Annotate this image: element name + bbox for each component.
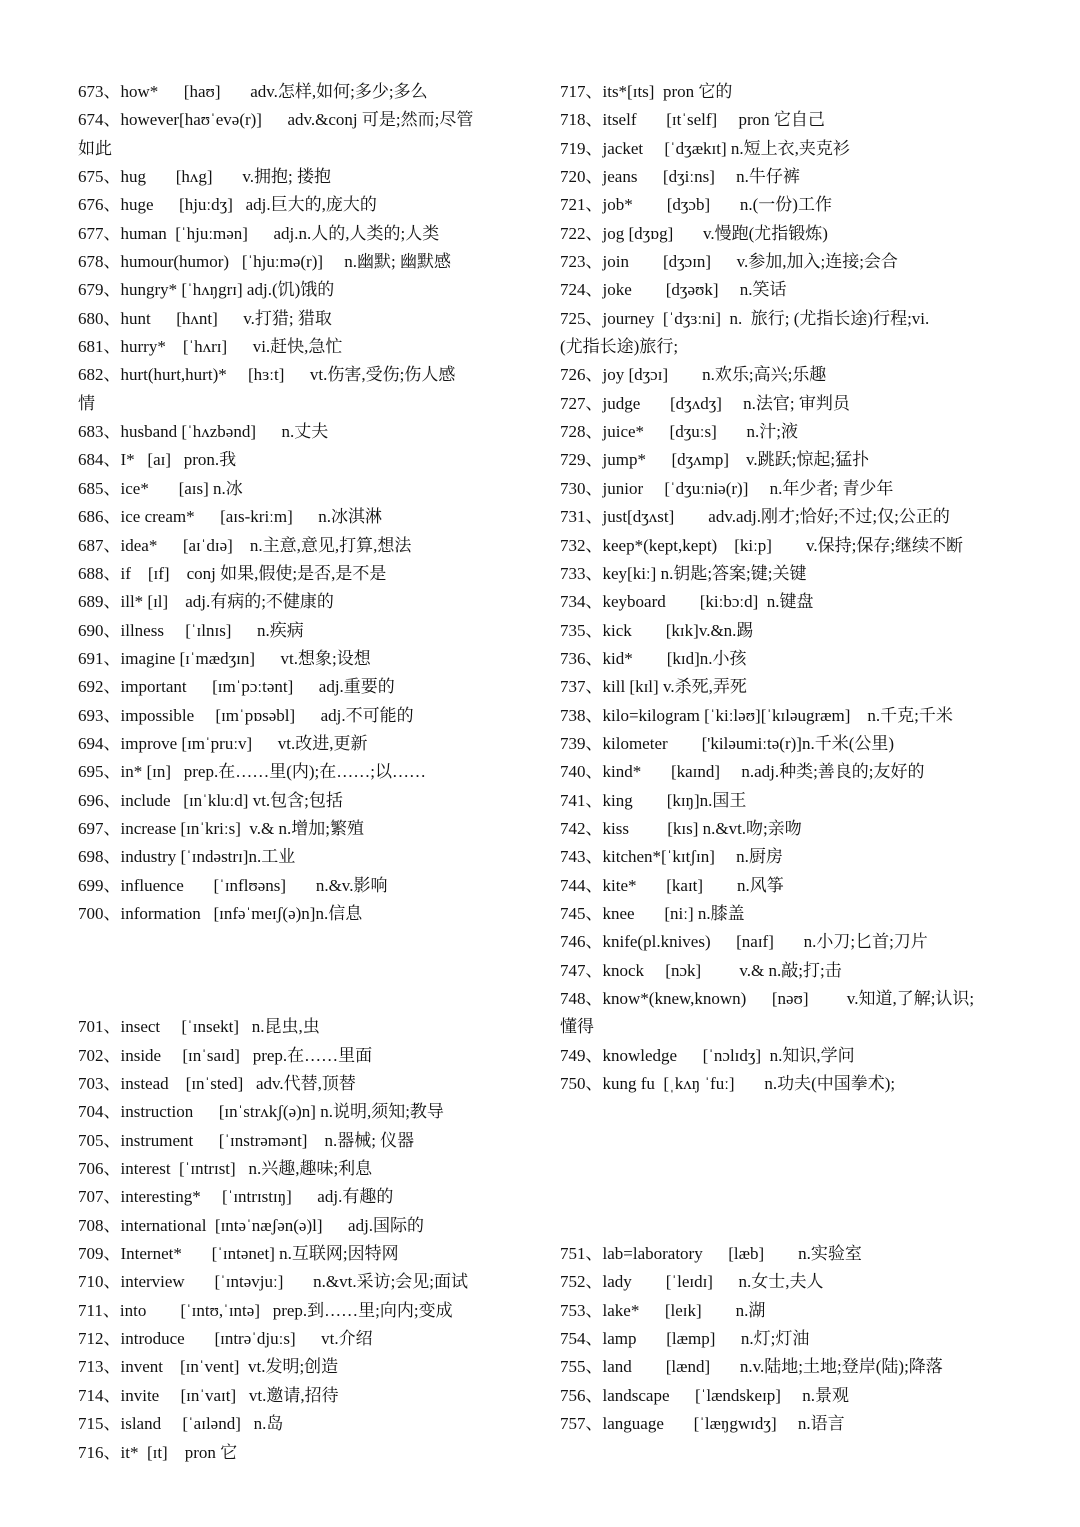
- vocab-entry-line: 724、joke [dʒəʊk] n.笑话: [560, 280, 787, 300]
- vocab-entry-line: 756、landscape [ˈlændskeɪp] n.景观: [560, 1385, 849, 1405]
- vocab-entry-line: 懂得: [560, 1017, 594, 1037]
- vocab-entry-line: 722、jog [dʒɒg] v.慢跑(尤指锻炼): [560, 223, 828, 243]
- vocab-entry-line: 720、jeans [dʒiːns] n.牛仔裤: [560, 167, 800, 187]
- left-block-2: [78, 1013, 528, 1467]
- vocab-entry-line: 688、if [ɪf] conj 如果,假使;是否,是不是: [78, 563, 387, 583]
- left-block-1: [78, 78, 528, 928]
- vocab-entry-line: 678、humour(humor) [ˈhjuːmə(r)] n.幽默; 幽默感: [78, 252, 451, 272]
- spacer: [560, 1098, 1010, 1126]
- vocab-entry-line: 694、improve [ɪmˈpruːv] vt.改进,更新: [78, 733, 368, 753]
- vocab-entry-line: 737、kill [kɪl] v.杀死,弄死: [560, 677, 747, 697]
- vocab-entry-line: 751、lab=laboratory [læb] n.实验室: [560, 1244, 862, 1264]
- spacer: [560, 1183, 1010, 1211]
- vocab-entry-line: 695、in* [ɪn] prep.在……里(内);在……;以……: [78, 762, 426, 782]
- spacer: [560, 1212, 1010, 1240]
- right-column: [560, 78, 1010, 1439]
- vocab-entry-line: 705、instrument [ˈɪnstrəmənt] n.器械; 仪器: [78, 1130, 415, 1150]
- right-block-1: [560, 78, 1010, 1098]
- spacer: [78, 985, 528, 1013]
- vocab-entry-line: 692、important [ɪmˈpɔːtənt] adj.重要的: [78, 677, 395, 697]
- vocab-entry-line: 712、introduce [ɪntrəˈdjuːs] vt.介绍: [78, 1329, 373, 1349]
- spacer: [560, 1127, 1010, 1155]
- vocab-entry-line: 749、knowledge [ˈnɔlɪdʒ] n.知识,学问: [560, 1045, 855, 1065]
- vocab-entry-line: 706、interest [ˈɪntrɪst] n.兴趣,趣味;利息: [78, 1159, 373, 1179]
- vocab-entry-line: 736、kid* [kɪd]n.小孩: [560, 648, 747, 668]
- vocab-entry-line: 716、it* [ɪt] pron 它: [78, 1442, 238, 1462]
- vocab-entry-line: 723、join [dʒɔɪn] v.参加,加入;连接;会合: [560, 252, 898, 272]
- vocab-entry-line: 747、knock [nɔk] v.& n.敲;打;击: [560, 960, 842, 980]
- vocab-entry-line: 681、hurry* [ˈhʌrɪ] vi.赶快,急忙: [78, 337, 343, 357]
- vocab-entry-line: 710、interview [ˈɪntəvjuː] n.&vt.采访;会见;面试: [78, 1272, 469, 1292]
- vocab-entry-line: 732、keep*(kept,kept) [kiːp] v.保持;保存;继续不断: [560, 535, 964, 555]
- vocab-entry-line: 729、jump* [dʒʌmp] v.跳跃;惊起;猛扑: [560, 450, 870, 470]
- vocab-entry-line: 679、hungry* [ˈhʌŋgrɪ] adj.(饥)饿的: [78, 280, 335, 300]
- spacer: [78, 957, 528, 985]
- vocab-entry-line: 703、instead [ɪnˈsted] adv.代替,顶替: [78, 1074, 356, 1094]
- vocab-entry-line: 744、kite* [kaɪt] n.风筝: [560, 875, 784, 895]
- vocab-entry-line: 727、judge [dʒʌdʒ] n.法官; 审判员: [560, 393, 850, 413]
- vocab-entry-line: 719、jacket [ˈdʒækɪt] n.短上衣,夹克衫: [560, 138, 850, 158]
- vocab-entry-line: 683、husband [ˈhʌzbənd] n.丈夫: [78, 422, 329, 442]
- vocab-entry-line: 677、human [ˈhjuːmən] adj.n.人的,人类的;人类: [78, 223, 440, 243]
- vocab-entry-line: 696、include [ɪnˈkluːd] vt.包含;包括: [78, 790, 343, 810]
- vocab-entry-line: 701、insect [ˈɪnsekt] n.昆虫,虫: [78, 1017, 320, 1037]
- vocab-entry-line: 687、idea* [aɪˈdɪə] n.主意,意见,打算,想法: [78, 535, 412, 555]
- vocab-entry-line: 686、ice cream* [aɪs-kriːm] n.冰淇淋: [78, 507, 383, 527]
- vocab-entry-line: 699、influence [ˈɪnflʊəns] n.&v.影响: [78, 875, 388, 895]
- vocab-entry-line: 698、industry [ˈɪndəstrɪ]n.工业: [78, 847, 296, 867]
- vocab-entry-line: 717、its*[ɪts] pron 它的: [560, 82, 733, 101]
- vocab-entry-line: 754、lamp [læmp] n.灯;灯油: [560, 1329, 810, 1349]
- vocab-entry-line: 如此: [78, 138, 112, 158]
- vocab-entry-line: 753、lake* [leɪk] n.湖: [560, 1300, 766, 1320]
- vocab-entry-line: 745、knee [niː] n.膝盖: [560, 903, 745, 923]
- vocab-entry-line: 740、kind* [kaɪnd] n.adj.种类;善良的;友好的: [560, 762, 925, 782]
- vocab-entry-line: (尤指长途)旅行;: [560, 337, 679, 357]
- vocab-entry-line: 741、king [kɪŋ]n.国王: [560, 790, 747, 810]
- vocab-entry-line: 752、lady [ˈleɪdɪ] n.女士,夫人: [560, 1272, 824, 1292]
- vocab-entry-line: 748、know*(knew,known) [nəʊ] v.知道,了解;认识;: [560, 989, 975, 1008]
- left-column: [78, 78, 528, 1467]
- vocab-entry-line: 673、how* [haʊ] adv.怎样,如何;多少;多么: [78, 82, 428, 101]
- vocab-entry-line: 726、joy [dʒɔɪ] n.欢乐;高兴;乐趣: [560, 365, 827, 385]
- vocab-entry-line: 700、information [ɪnfəˈmeɪʃ(ə)n]n.信息: [78, 903, 363, 923]
- vocab-entry-line: 713、invent [ɪnˈvent] vt.发明;创造: [78, 1357, 339, 1377]
- vocab-entry-line: 708、international [ɪntəˈnæʃən(ə)l] adj.国际的: [78, 1215, 425, 1235]
- vocab-entry-line: 730、junior [ˈdʒuːniə(r)] n.年少者; 青少年: [560, 478, 894, 498]
- vocab-entry-line: 731、just[dʒʌst] adv.adj.刚才;恰好;不过;仅;公正的: [560, 507, 950, 527]
- vocab-entry-line: 691、imagine [ɪˈmædʒɪn] vt.想象;设想: [78, 648, 371, 668]
- vocab-entry-line: 755、land [lænd] n.v.陆地;土地;登岸(陆);降落: [560, 1357, 943, 1377]
- vocab-entry-line: 739、kilometer ['kiləumiːtə(r)]n.千米(公里): [560, 733, 895, 753]
- vocab-entry-line: 690、illness [ˈɪlnɪs] n.疾病: [78, 620, 304, 640]
- vocab-entry-line: 738、kilo=kilogram [ˈkiːləʊ][ˈkɪləugræm] n.千克;千米: [560, 705, 953, 725]
- vocab-entry-line: 757、language [ˈlæŋgwɪdʒ] n.语言: [560, 1414, 845, 1434]
- vocab-entry-line: 689、ill* [ɪl] adj.有病的;不健康的: [78, 592, 334, 612]
- vocab-entry-line: 704、instruction [ɪnˈstrʌkʃ(ə)n] n.说明,须知;教导: [78, 1102, 444, 1122]
- vocab-entry-line: 718、itself [ɪtˈself] pron 它自己: [560, 110, 825, 130]
- vocab-entry-line: 680、hunt [hʌnt] v.打猎; 猎取: [78, 308, 332, 328]
- vocab-entry-line: 684、I* [aɪ] pron.我: [78, 450, 237, 470]
- vocab-entry-line: 728、juice* [dʒuːs] n.汁;液: [560, 422, 798, 442]
- vocab-entry-line: 711、into [ˈɪntʊ,ˈɪntə] prep.到……里;向内;变成: [78, 1300, 453, 1320]
- vocab-entry-line: 714、invite [ɪnˈvaɪt] vt.邀请,招待: [78, 1385, 339, 1405]
- vocab-entry-line: 743、kitchen*[ˈkɪtʃɪn] n.厨房: [560, 847, 783, 867]
- vocab-entry-line: 734、keyboard [kiːbɔːd] n.键盘: [560, 592, 814, 612]
- spacer: [78, 928, 528, 956]
- vocab-entry-line: 721、job* [dʒɔb] n.(一份)工作: [560, 195, 832, 215]
- vocab-entry-line: 742、kiss [kɪs] n.&vt.吻;亲吻: [560, 818, 802, 838]
- vocab-entry-line: 746、knife(pl.knives) [naɪf] n.小刀;匕首;刀片: [560, 932, 928, 952]
- vocab-entry-line: 674、however[haʊˈevə(r)] adv.&conj 可是;然而;尽管: [78, 110, 474, 130]
- spacer: [560, 1155, 1010, 1183]
- vocab-entry-line: 735、kick [kɪk]v.&n.踢: [560, 620, 754, 640]
- vocab-entry-line: 750、kung fu [ˌkʌŋ ˈfuː] n.功夫(中国拳术);: [560, 1074, 896, 1094]
- vocab-entry-line: 709、Internet* [ˈɪntənet] n.互联网;因特网: [78, 1244, 399, 1264]
- vocab-entry-line: 733、key[kiː] n.钥匙;答案;键;关键: [560, 563, 807, 583]
- vocab-entry-line: 682、hurt(hurt,hurt)* [hɜːt] vt.伤害,受伤;伤人感: [78, 365, 456, 385]
- right-block-2: [560, 1240, 1010, 1438]
- vocab-entry-line: 685、ice* [aɪs] n.冰: [78, 478, 243, 498]
- vocab-entry-line: 715、island [ˈaɪlənd] n.岛: [78, 1414, 284, 1434]
- vocab-entry-line: 725、journey [ˈdʒɜːni] n. 旅行; (尤指长途)行程;vi.: [560, 308, 930, 328]
- vocab-entry-line: 697、increase [ɪnˈkriːs] v.& n.增加;繁殖: [78, 818, 364, 838]
- vocab-entry-line: 675、hug [hʌg] v.拥抱; 搂抱: [78, 167, 331, 187]
- vocab-entry-line: 707、interesting* [ˈɪntrɪstɪŋ] adj.有趣的: [78, 1187, 394, 1207]
- vocab-entry-line: 676、huge [hjuːdʒ] adj.巨大的,庞大的: [78, 195, 377, 215]
- vocab-entry-line: 693、impossible [ɪmˈpɒsəbl] adj.不可能的: [78, 705, 414, 725]
- vocab-entry-line: 702、inside [ɪnˈsaɪd] prep.在……里面: [78, 1045, 373, 1065]
- vocab-entry-line: 情: [78, 393, 95, 413]
